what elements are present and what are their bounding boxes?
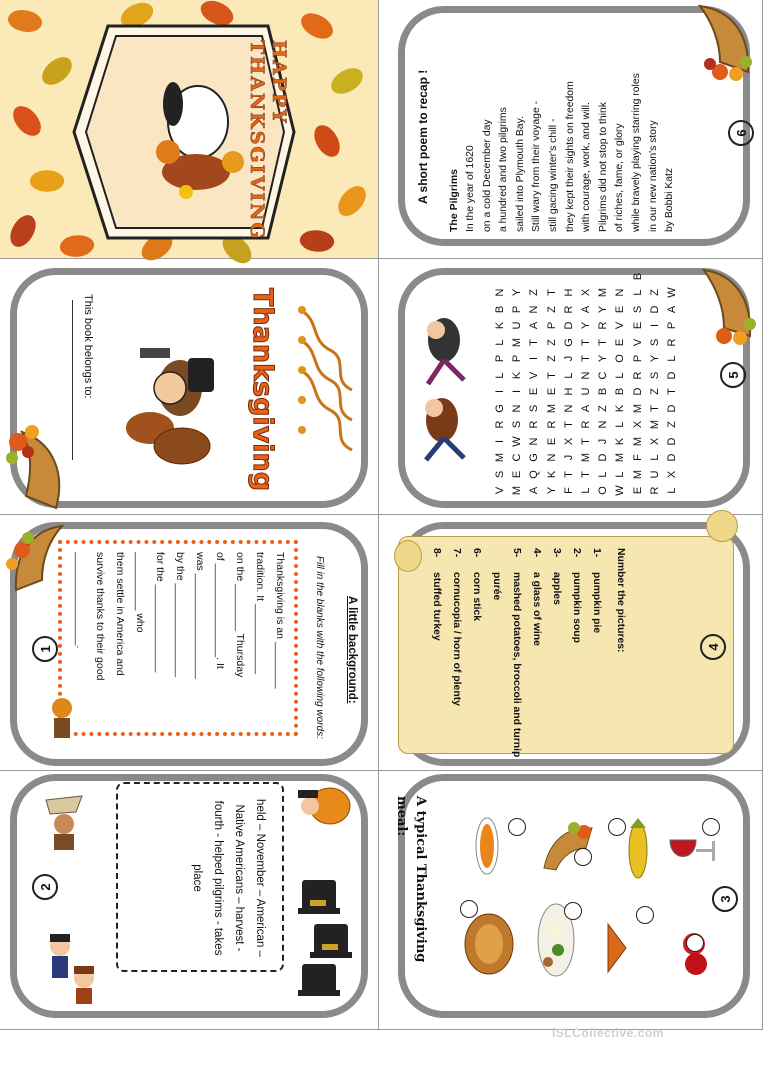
- word-search-letter[interactable]: Z: [666, 421, 678, 428]
- fill-in-line: Thanksgiving is an ________: [274, 552, 286, 689]
- word-search-letter[interactable]: D: [666, 453, 678, 462]
- word-search-letter[interactable]: D: [597, 453, 610, 462]
- word-search-letter[interactable]: Y: [597, 305, 610, 313]
- item-number: 3-: [551, 548, 562, 558]
- word-search-row: [630, 272, 647, 500]
- word-search-letter[interactable]: Z: [597, 404, 610, 412]
- word-search-letter[interactable]: L: [648, 454, 661, 461]
- fill-in-line: was __________________: [194, 552, 206, 679]
- answer-circle[interactable]: [574, 848, 592, 866]
- word-search-letter[interactable]: K: [614, 437, 627, 445]
- word-search-letter[interactable]: T: [562, 470, 575, 478]
- word-search-letter[interactable]: B: [494, 305, 506, 313]
- word-search-letter[interactable]: L: [614, 421, 627, 428]
- word-search-letter[interactable]: T: [545, 371, 558, 379]
- word-search-row: [595, 276, 612, 500]
- word-search-letter[interactable]: D: [648, 305, 661, 313]
- answer-circle[interactable]: [686, 934, 704, 952]
- cover-banner-text: HAPPY THANKSGIVING: [246, 40, 290, 241]
- page-number-3: 3: [712, 886, 738, 912]
- word-search-letter[interactable]: S: [631, 305, 644, 313]
- poem-line: on a cold December day: [481, 119, 493, 232]
- picture-list: [400, 548, 630, 760]
- word-search-letter[interactable]: W: [511, 435, 524, 447]
- page-1-heading: A little background:: [346, 596, 358, 704]
- picture-list-item: [546, 548, 566, 760]
- word-search-letter[interactable]: M: [494, 452, 506, 463]
- fill-in-line: for the _______________: [154, 552, 166, 673]
- word-search-letter[interactable]: N: [614, 288, 627, 297]
- word-search-letter[interactable]: G: [562, 337, 575, 347]
- word-search-letter[interactable]: M: [597, 287, 610, 298]
- picture-list-heading: Number the pictures:: [615, 548, 626, 653]
- word-search-letter[interactable]: Z: [545, 338, 558, 346]
- picture-list-item: [486, 548, 526, 760]
- page-number-1: 1: [32, 636, 58, 662]
- word-search-letter[interactable]: X: [562, 437, 575, 445]
- answer-circle[interactable]: [636, 906, 654, 924]
- poem-line: sailed into Plymouth Bay.: [514, 116, 526, 232]
- word-search-letter[interactable]: V: [631, 338, 644, 346]
- word-search-letter[interactable]: M: [614, 452, 627, 463]
- word-search-letter[interactable]: T: [648, 404, 661, 412]
- word-search-letter[interactable]: M: [631, 469, 644, 479]
- item-label: apples: [551, 572, 562, 605]
- page-number-2: 2: [32, 874, 58, 900]
- word-search-letter[interactable]: K: [545, 470, 558, 478]
- word-search-letter[interactable]: Z: [528, 289, 541, 296]
- cornucopia-icon: [2, 412, 72, 512]
- item-number: 2-: [571, 548, 582, 558]
- word-search-letter[interactable]: R: [597, 321, 610, 330]
- word-search-letter[interactable]: L: [666, 487, 678, 494]
- cornucopia-icon: [2, 520, 68, 596]
- word-search-letter[interactable]: C: [597, 371, 610, 379]
- word-search-letter[interactable]: K: [511, 371, 524, 379]
- word-search-letter[interactable]: T: [597, 338, 610, 346]
- word-search-letter[interactable]: J: [562, 355, 575, 362]
- word-search-letter[interactable]: N: [528, 437, 541, 445]
- word-search-letter[interactable]: L: [631, 289, 644, 296]
- fall-ribbons-decoration: [290, 300, 362, 460]
- word-search-letter[interactable]: K: [614, 404, 627, 412]
- word-search-letter[interactable]: Z: [545, 305, 558, 313]
- word-search-letter[interactable]: E: [545, 437, 558, 445]
- word-search-letter[interactable]: E: [614, 338, 627, 346]
- word-search-letter[interactable]: P: [511, 354, 524, 363]
- poem-line: in our new nation's story: [647, 120, 659, 232]
- item-label: a glass of wine: [531, 572, 542, 646]
- poem-line: they kept their sights on freedom: [564, 81, 576, 232]
- item-number: 7-: [451, 548, 462, 558]
- word-search-letter[interactable]: L: [494, 338, 506, 346]
- fill-in-line: __________ who: [134, 552, 146, 633]
- word-search-letter[interactable]: H: [562, 288, 575, 297]
- item-label: cornucopia / horn of plenty: [451, 572, 462, 706]
- word-search-letter[interactable]: Q: [528, 469, 541, 479]
- word-search-letter[interactable]: T: [562, 421, 575, 428]
- word-search-letter[interactable]: S: [511, 420, 524, 429]
- fold-line-vertical: [378, 0, 379, 1030]
- fill-in-line: survive thanks to their good: [94, 552, 106, 681]
- word-search-letter[interactable]: J: [562, 454, 575, 461]
- fill-in-line: by the ________________: [174, 552, 186, 677]
- word-search-letter[interactable]: E: [528, 387, 541, 396]
- word-search-letter[interactable]: D: [666, 371, 678, 379]
- word-search-letter[interactable]: N: [528, 305, 541, 313]
- page-3-panel: [398, 774, 750, 1018]
- word-search-letter[interactable]: R: [562, 305, 575, 313]
- word-search-letter[interactable]: S: [494, 470, 506, 478]
- page-number-5: 5: [720, 362, 746, 388]
- word-search-letter[interactable]: J: [597, 438, 610, 444]
- word-search-letter[interactable]: T: [666, 388, 678, 395]
- fill-in-line: on the ________ Thursday: [234, 552, 246, 678]
- native-american-icon: [36, 790, 92, 854]
- picture-list-item: [426, 548, 446, 760]
- word-search-letter[interactable]: Z: [545, 355, 558, 362]
- pilgrim-with-turkey-image: [110, 328, 220, 468]
- picture-list-item: [566, 548, 586, 760]
- word-bank-text: held – November – American – Native Americans – harvest - fourth - helped pilgrims - takes place: [191, 799, 266, 957]
- poem-line: while bravely playing starring roles: [630, 73, 642, 232]
- poem-line: a hundred and two pilgrims: [498, 107, 510, 232]
- word-search-letter[interactable]: D: [631, 387, 644, 396]
- word-search-letter[interactable]: O: [597, 486, 610, 495]
- word-search-letter[interactable]: N: [562, 404, 575, 412]
- word-search-letter[interactable]: R: [545, 420, 558, 429]
- word-search-letter[interactable]: P: [545, 321, 558, 330]
- page-number-6: 6: [728, 120, 754, 146]
- poem-author: by Bobbi Katz: [664, 167, 676, 232]
- word-search-letter[interactable]: A: [528, 321, 541, 330]
- poem-title: The Pilgrims: [448, 168, 460, 232]
- word-search-letter[interactable]: I: [494, 389, 506, 394]
- word-search-row: [578, 276, 595, 500]
- word-search-letter[interactable]: I: [511, 389, 524, 394]
- word-search-letter[interactable]: T: [528, 338, 541, 346]
- word-search-letter[interactable]: M: [511, 337, 524, 347]
- word-search-letter[interactable]: V: [494, 486, 506, 495]
- word-search-letter[interactable]: P: [494, 354, 506, 363]
- answer-circle[interactable]: [508, 818, 526, 836]
- pilgrim-pumpkin-icon: [296, 776, 352, 838]
- word-search-row: [544, 276, 561, 500]
- word-search-row: [647, 276, 664, 500]
- word-search-letter[interactable]: T: [580, 355, 592, 362]
- word-search-letter[interactable]: L: [494, 371, 506, 379]
- word-search-letter[interactable]: T: [580, 437, 592, 445]
- word-search-letter[interactable]: W: [614, 485, 627, 496]
- cornucopia-icon: [690, 2, 760, 82]
- word-search-letter[interactable]: B: [631, 272, 644, 280]
- cornucopia-icon: [696, 266, 762, 346]
- word-search-letter[interactable]: H: [562, 387, 575, 396]
- word-search-letter[interactable]: B: [597, 387, 610, 396]
- word-search-letter[interactable]: E: [614, 305, 627, 313]
- picture-list-item: [466, 548, 486, 760]
- word-search-letter[interactable]: A: [580, 404, 592, 412]
- word-search-letter[interactable]: P: [666, 321, 678, 330]
- word-search-letter[interactable]: R: [648, 486, 661, 495]
- word-search-letter[interactable]: T: [580, 338, 592, 346]
- thanksgiving-title: Thanksgiving: [247, 288, 278, 492]
- word-search-letter[interactable]: A: [528, 486, 541, 495]
- word-search-letter[interactable]: X: [666, 470, 678, 478]
- word-search-row: [612, 276, 629, 500]
- page-1-instruction: Fill in the blanks with the following words:: [314, 556, 325, 739]
- word-search-letter[interactable]: Z: [648, 289, 661, 296]
- pumpkin-soup-image: [474, 816, 500, 876]
- poem-line: still gacing winter's chill -: [547, 118, 559, 232]
- page-3-title: A typical Thanksgiving meal:: [394, 796, 428, 963]
- word-search-letter[interactable]: L: [614, 470, 627, 478]
- word-search-grid[interactable]: [492, 272, 682, 500]
- item-label: pumpkin soup: [571, 572, 582, 643]
- word-search-letter[interactable]: R: [494, 420, 506, 429]
- item-label: stuffed turkey: [431, 572, 442, 641]
- fill-in-line: them settle in America and: [114, 552, 126, 676]
- pilgrim-figure-icon: [40, 690, 86, 744]
- word-search-letter[interactable]: M: [631, 403, 644, 413]
- pilgrim-hats-image: [296, 870, 358, 998]
- scroll-curl-top: [706, 510, 738, 542]
- word-search-letter[interactable]: E: [631, 321, 644, 330]
- word-search-letter[interactable]: I: [648, 323, 661, 328]
- word-search-letter[interactable]: N: [494, 288, 506, 297]
- poem-line: of riches, fame, or glory: [614, 123, 626, 232]
- word-search-letter[interactable]: I: [528, 356, 541, 361]
- word-search-letter[interactable]: S: [648, 338, 661, 346]
- item-number: 5-: [511, 548, 522, 558]
- word-search-letter[interactable]: V: [528, 371, 541, 379]
- answer-circle[interactable]: [608, 818, 626, 836]
- item-number: 1-: [591, 548, 602, 558]
- word-search-letter[interactable]: U: [511, 321, 524, 330]
- word-search-letter[interactable]: Y: [597, 354, 610, 363]
- owner-name-line[interactable]: [72, 300, 73, 460]
- word-search-row: [509, 276, 526, 500]
- word-search-letter[interactable]: S: [648, 371, 661, 379]
- word-search-letter[interactable]: G: [528, 453, 541, 462]
- picture-list-item: [586, 548, 606, 760]
- word-search-letter[interactable]: R: [666, 338, 678, 346]
- word-search-letter[interactable]: M: [631, 436, 644, 446]
- word-search-letter[interactable]: P: [631, 354, 644, 363]
- word-search-letter[interactable]: R: [528, 420, 541, 429]
- word-search-letter[interactable]: K: [494, 321, 506, 330]
- word-search-letter[interactable]: D: [666, 404, 678, 412]
- word-search-letter[interactable]: Y: [580, 321, 592, 330]
- fill-in-line: ________________.: [74, 552, 86, 649]
- word-search-letter[interactable]: M: [545, 403, 558, 413]
- item-number: 4-: [531, 548, 542, 558]
- word-search-letter[interactable]: E: [631, 486, 644, 495]
- word-search-letter[interactable]: F: [631, 454, 644, 461]
- word-search-letter[interactable]: E: [545, 387, 558, 396]
- item-number: 8-: [431, 548, 442, 558]
- fill-in-line: tradition. It ____________: [254, 552, 266, 675]
- word-search-letter[interactable]: Z: [648, 388, 661, 395]
- answer-circle[interactable]: [702, 818, 720, 836]
- pilgrim-couple-image: [40, 926, 106, 1008]
- item-label: corn stick: [471, 572, 482, 622]
- word-search-letter[interactable]: N: [511, 404, 524, 412]
- glass-of-wine-image: [666, 836, 722, 866]
- word-search-letter[interactable]: R: [580, 420, 592, 429]
- word-search-letter[interactable]: N: [545, 453, 558, 462]
- word-search-letter[interactable]: L: [580, 487, 592, 494]
- word-search-letter[interactable]: G: [494, 403, 506, 413]
- word-search-letter[interactable]: U: [648, 470, 661, 478]
- word-search-letter[interactable]: M: [580, 452, 592, 463]
- word-search-letter[interactable]: U: [580, 387, 592, 396]
- pumpkin-pie-image: [604, 920, 630, 976]
- word-search-letter[interactable]: A: [666, 305, 678, 313]
- word-search-letter[interactable]: L: [666, 355, 678, 362]
- book-belongs-label: This book belongs to:: [82, 294, 94, 399]
- pilgrim-dancers-image: [404, 300, 484, 470]
- fill-in-text[interactable]: [70, 552, 290, 730]
- word-search-letter[interactable]: W: [666, 287, 678, 298]
- footer-brand: iSLCollective.com: [552, 1026, 664, 1040]
- word-search-letter[interactable]: D: [562, 321, 575, 330]
- word-search-letter[interactable]: B: [614, 387, 627, 396]
- poem-heading: A short poem to recap !: [416, 69, 430, 204]
- word-search-row: [492, 276, 509, 500]
- answer-circle[interactable]: [564, 902, 582, 920]
- page-number-4: 4: [700, 634, 726, 660]
- poem-line: In the year of 1620: [465, 145, 476, 232]
- word-search-letter[interactable]: V: [614, 321, 627, 330]
- poem-line: with courage, work, and will.: [581, 102, 593, 232]
- fold-line-2: [0, 514, 763, 515]
- picture-list-item: [526, 548, 546, 760]
- item-label: pumpkin pie: [591, 572, 602, 634]
- fill-in-line: of ________________. It: [214, 552, 226, 669]
- word-search-letter[interactable]: L: [562, 371, 575, 379]
- word-search-row: [664, 276, 681, 500]
- poem-lines: [463, 20, 676, 232]
- poem-line: Pilgrims did not stop to think: [597, 102, 609, 232]
- word-search-letter[interactable]: R: [631, 371, 644, 379]
- word-search-letter[interactable]: Y: [648, 354, 661, 363]
- word-search-letter[interactable]: M: [511, 485, 524, 496]
- word-search-letter[interactable]: L: [597, 470, 610, 478]
- word-search-letter[interactable]: T: [545, 289, 558, 296]
- word-search-letter[interactable]: I: [494, 439, 506, 443]
- corn-stick-image: [626, 818, 650, 882]
- word-search-letter[interactable]: F: [562, 487, 575, 494]
- word-search-letter[interactable]: Y: [545, 486, 558, 495]
- word-search-letter[interactable]: S: [528, 404, 541, 412]
- word-search-letter[interactable]: L: [614, 371, 627, 379]
- fold-line-3: [0, 770, 763, 771]
- word-search-row: [526, 276, 543, 500]
- word-search-letter[interactable]: X: [631, 420, 644, 429]
- item-label: mashed potatoes, broccoli and turnip purée: [491, 572, 522, 758]
- word-search-letter[interactable]: D: [666, 437, 678, 445]
- word-search-letter[interactable]: N: [597, 420, 610, 429]
- word-search-letter[interactable]: O: [614, 354, 627, 363]
- item-number: 6-: [471, 548, 482, 558]
- fold-line-1: [0, 258, 763, 259]
- word-search-letter[interactable]: M: [648, 419, 661, 430]
- word-search-letter[interactable]: A: [580, 305, 592, 313]
- word-search-letter[interactable]: X: [648, 437, 661, 445]
- word-search-letter[interactable]: X: [580, 288, 592, 297]
- poem-line: Still wary from their voyage -: [531, 100, 543, 232]
- word-search-letter[interactable]: N: [580, 371, 592, 379]
- word-search-letter[interactable]: P: [511, 305, 524, 313]
- word-search-letter[interactable]: Y: [511, 288, 524, 297]
- word-search-letter[interactable]: T: [580, 470, 592, 478]
- word-search-letter[interactable]: E: [511, 470, 524, 478]
- word-search-row: [561, 276, 578, 500]
- picture-list-item: [446, 548, 466, 760]
- answer-circle[interactable]: [460, 900, 478, 918]
- word-search-letter[interactable]: C: [511, 453, 524, 462]
